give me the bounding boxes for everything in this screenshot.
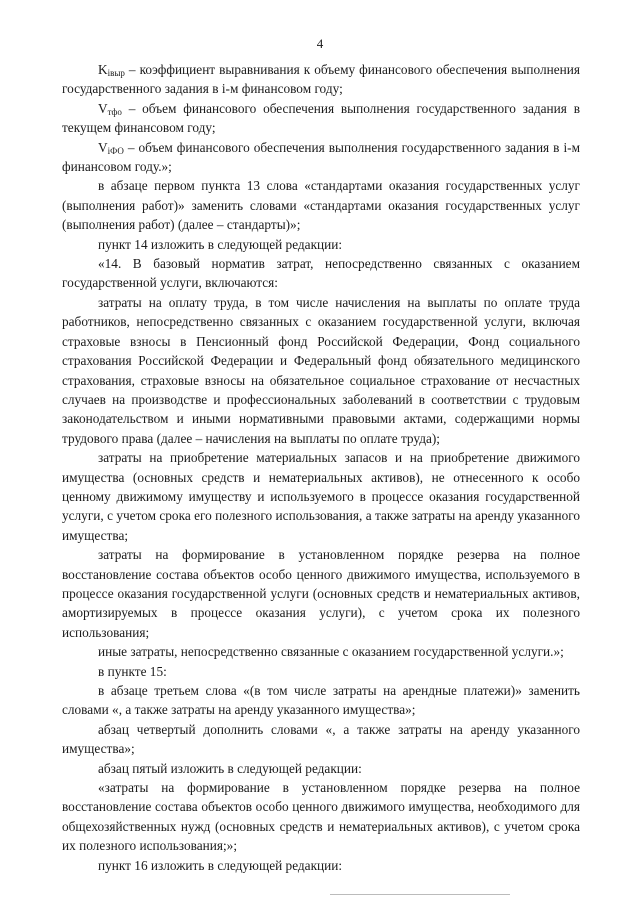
- paragraph-7: иные затраты, непосредственно связанные с оказанием государственной услуги.»;: [98, 644, 564, 660]
- page-number: 4: [316, 36, 324, 51]
- paragraph-3: «14. В базовый норматив затрат, непосредственно связанных с оказанием государственной услуги, включаются:: [62, 256, 580, 291]
- paragraph-5: затраты на приобретение материальных запасов и на приобретение движимого имущества (основных средств и нематериальных активов), не отнесенного к особо ценному движимому имуществу и используемого в процессе оказания государственной услуги, с учетом срока его полезного использования, а также затраты на аренду указанного имущества;: [62, 450, 580, 543]
- footer-rule: [330, 894, 510, 895]
- paragraph-8: в пункте 15:: [98, 663, 167, 679]
- paragraph-9: в абзаце третьем слова «(в том числе затраты на арендные платежи)» заменить словами «, а также затраты на аренду указанного имущества»;: [62, 683, 580, 718]
- paragraph-6: затраты на формирование в установленном порядке резерва на полное восстановление состава объектов особо ценного движимого имущества, используемого в процессе оказания государственной услуги (основных средств и нематериальных активов, амортизируемых в процессе оказания услуги), с учетом срока их полезного использования;: [62, 547, 580, 640]
- paragraph-1: в абзаце первом пункта 13 слова «стандартами оказания государственных услуг (выполнения работ)» заменить словами «стандартами оказания государственных услуг (выполнения работ) (далее – стандарты)»;: [62, 178, 580, 233]
- paragraph-13: пункт 16 изложить в следующей редакции:: [98, 857, 343, 873]
- paragraph-12: «затраты на формирование в установленном порядке резерва на полное восстановление состава объектов особо ценного движимого имущества, необходимого для общехозяйственных нужд (основных средств и нематериальных активов), с учетом срока их полезного использования;»;: [62, 780, 580, 854]
- definition-v-ifo: $V_{iФО}$ – объем финансового обеспечения выполнения государственного задания в i-м финансовом году.»;: [62, 139, 580, 175]
- definition-v-tfo: $V_{тфо}$ – объем финансового обеспечения выполнения государственного задания в текущем финансовом году;: [62, 100, 580, 136]
- paragraph-10: абзац четвертый дополнить словами «, а также затраты на аренду указанного имущества»;: [62, 721, 580, 757]
- document-body: [62, 60, 580, 875]
- paragraph-2: пункт 14 изложить в следующей редакции:: [98, 236, 343, 252]
- paragraph-11: абзац пятый изложить в следующей редакции:: [98, 760, 362, 776]
- definition-k-ivyr: $K_{iвыр}$ – коэффициент выравнивания к объему финансового обеспечения выполнения государственного задания в i-м финансовом году;: [62, 62, 580, 97]
- paragraph-4: затраты на оплату труда, в том числе начисления на выплаты по оплате труда работников, непосредственно связанных с оказанием государственной услуги, включая страховые взносы в Пенсионный фонд Российской Федерации, Фонд социального страхования Российской Федерации и Федеральный фонд обязательного медицинского страхования, страховые взносы на обязательное социальное страхование от несчастных случаев на производстве и профессиональных заболеваний в соответствии с трудовым законодательством и иными нормативными правовыми актами, содержащими нормы трудового права (далее – начисления на выплаты по оплате труда);: [62, 294, 580, 446]
